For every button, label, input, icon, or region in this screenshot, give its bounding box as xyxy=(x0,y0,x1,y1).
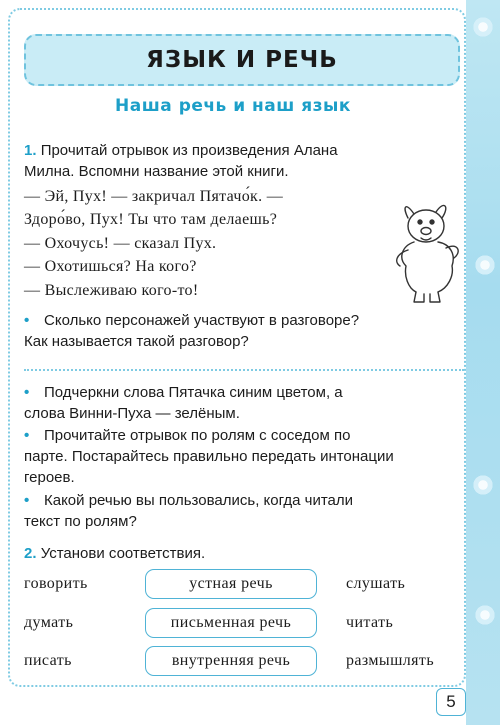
left-word: писать xyxy=(24,652,72,669)
bullet-icon: • xyxy=(24,427,30,444)
exercise-1-intro xyxy=(24,140,462,182)
match-box-inner-speech[interactable]: внутренняя речь xyxy=(145,646,317,676)
task-item xyxy=(24,490,462,532)
right-word: слушать xyxy=(346,575,406,592)
flower-decoration-icon xyxy=(468,470,498,500)
flower-decoration-icon xyxy=(470,600,500,630)
flower-decoration-icon xyxy=(468,12,498,42)
dialog-line: — Охотишься? На кого? xyxy=(24,258,197,275)
decorative-side-band xyxy=(466,0,500,725)
dialog-line-text: — Эй, Пух! — закричал Пятачо́к. — xyxy=(24,188,284,205)
chapter-title-box xyxy=(24,34,460,86)
page-number: 5 xyxy=(436,688,466,716)
task-line: героев. xyxy=(24,469,75,486)
bullet-icon: • xyxy=(24,384,30,401)
exercise-number: 1. xyxy=(24,142,37,159)
dialog-line: — Охочусь! — сказал Пух. xyxy=(24,235,217,252)
task-line: Прочитайте отрывок по ролям с соседом по xyxy=(44,427,351,444)
exercise-1-question xyxy=(24,310,462,352)
task-line: Какой речью вы пользовались, когда читали xyxy=(44,492,354,509)
left-word: думать xyxy=(24,614,74,631)
exercise-2-instruction xyxy=(24,543,462,564)
task-item xyxy=(24,382,462,424)
exercise-2-instruction-text: Установи соответствия. xyxy=(40,545,206,562)
question-line-2: Как называется такой разговор? xyxy=(24,333,249,350)
task-line: слова Винни-Пуха — зелёным. xyxy=(24,405,240,422)
section-divider xyxy=(24,369,464,371)
exercise-1-intro-line-1: Прочитай отрывок из произведения Алана xyxy=(40,142,338,159)
exercise-number: 2. xyxy=(24,545,37,562)
bullet-icon: • xyxy=(24,492,30,509)
match-box-oral-speech[interactable]: устная речь xyxy=(145,569,317,599)
left-word: говорить xyxy=(24,575,88,592)
match-box-written-speech[interactable]: письменная речь xyxy=(145,608,317,638)
task-line: Подчеркни слова Пятачка синим цветом, а xyxy=(44,384,343,401)
task-line: парте. Постарайтесь правильно передать интонации xyxy=(24,448,394,465)
piglet-icon xyxy=(392,196,462,306)
dialog-line: Здоро́во, Пух! Ты что там делаешь? xyxy=(24,211,278,228)
question-line-1: Сколько персонажей участвуют в разговоре? xyxy=(44,312,360,329)
task-line: текст по ролям? xyxy=(24,513,137,530)
task-item xyxy=(24,425,462,488)
lesson-subtitle: Наша речь и наш язык xyxy=(115,96,351,116)
flower-decoration-icon xyxy=(470,250,500,280)
chapter-title: ЯЗЫК И РЕЧЬ xyxy=(146,47,338,73)
exercise-1-intro-line-2: Милна. Вспомни название этой книги. xyxy=(24,163,289,180)
dialog-line: — Выслеживаю кого-то! xyxy=(24,282,199,299)
bullet-icon: • xyxy=(24,312,30,329)
right-word: размышлять xyxy=(346,652,435,669)
right-word: читать xyxy=(346,614,394,631)
